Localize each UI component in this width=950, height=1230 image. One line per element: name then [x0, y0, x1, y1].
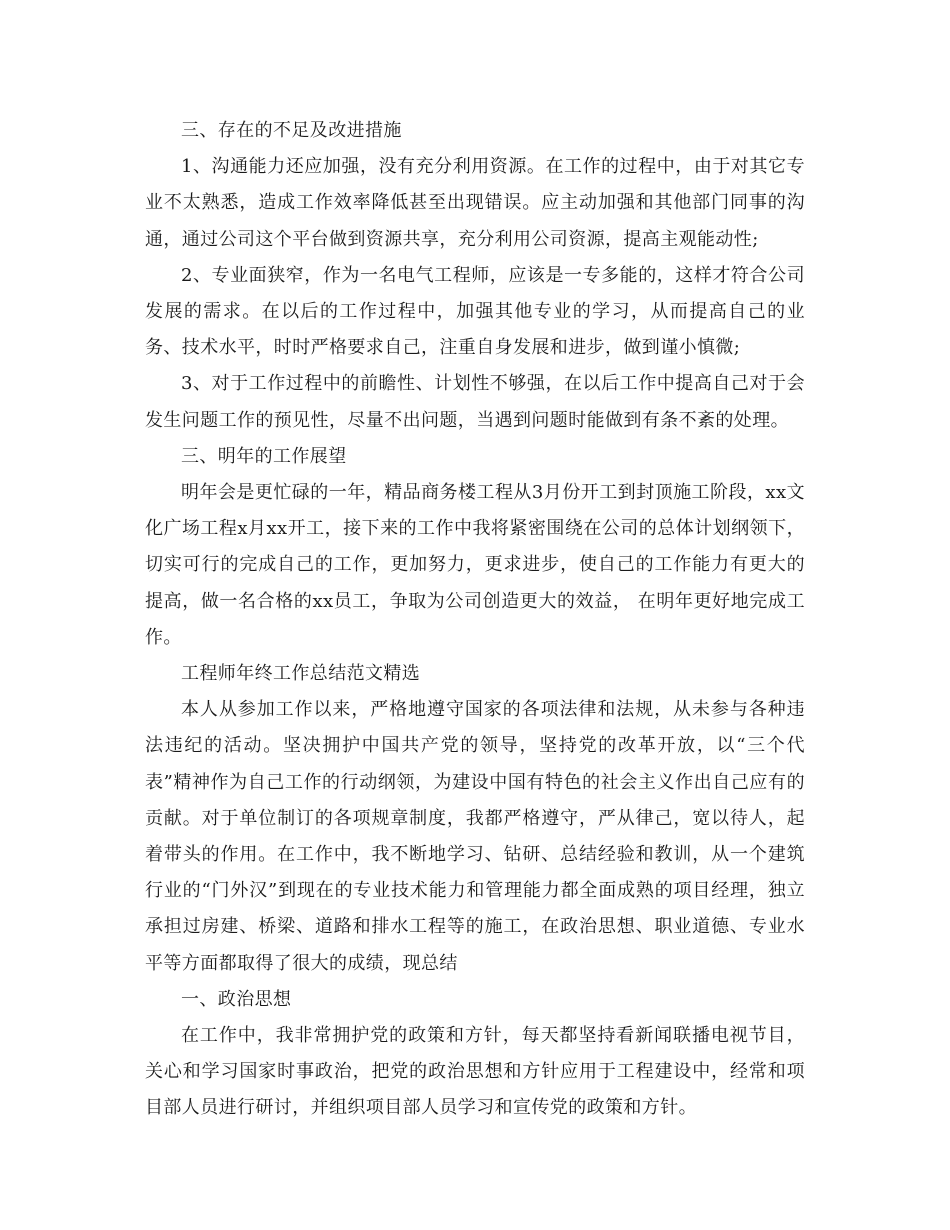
- document-body: [145, 113, 805, 1127]
- paragraph-specialty: 2、专业面狭窄，作为一名电气工程师，应该是一专多能的，这样才符合公司发展的需求。在以后的工作过程中，加强其他专业的学习，从而提高自己的业务、技术水平，时时严格要求自己，注重自身发展和进步，做到谨小慎微;: [145, 264, 805, 359]
- paragraph-politics: 在工作中，我非常拥护党的政策和方针，每天都坚持看新闻联播电视节目，关心和学习国家时事政治，把党的政治思想和方针应用于工程建设中，经常和项目部人员进行研讨，并组织项目部人员学习和宣传党的政策和方针。: [145, 1025, 805, 1119]
- section-heading-politics: 一、政治思想: [181, 988, 292, 1010]
- paragraph-next-year: 明年会是更忙碌的一年，精品商务楼工程从3月份开工到封顶施工阶段，xx文化广场工程x月xx开工，接下来的工作中我将紧密围绕在公司的总体计划纲领下，切实可行的完成自己的工作，更加努力，更求进步，使自己的工作能力有更大的提高，做一名合格的xx员工，争取为公司创造更大的效益， 在明年更好地完成工作。: [145, 482, 805, 648]
- section-heading-outlook: 三、明年的工作展望: [181, 445, 347, 467]
- paragraph-communication: 1、沟通能力还应加强，没有充分利用资源。在工作的过程中，由于对其它专业不太熟悉，造成工作效率降低甚至出现错误。应主动加强和其他部门同事的沟通，通过公司这个平台做到资源共享，充分利用公司资源，提高主观能动性;: [145, 156, 805, 250]
- article-title: 工程师年终工作总结范文精选: [181, 663, 421, 685]
- section-heading-shortcomings: 三、存在的不足及改进措施: [181, 120, 402, 141]
- paragraph-introduction: 本人从参加工作以来，严格地遵守国家的各项法律和法规，从未参与各种违法违纪的活动。坚决拥护中国共产党的领导，坚持党的改革开放，以“三个代表”精神作为自己工作的行动纲领，为建设中国有特色的社会主义作出自己应有的贡献。对于单位制订的各项规章制度，我都严格遵守，严从律己，宽以待人，起着带头的作用。在工作中，我不断地学习、钻研、总结经验和教训，从一个建筑行业的“门外汉”到现在的专业技术能力和管理能力都全面成熟的项目经理，独立承担过房建、桥梁、道路和排水工程等的施工，在政治思想、职业道德、专业水平等方面都取得了很大的成绩，现总结: [145, 699, 805, 974]
- paragraph-foresight: 3、对于工作过程中的前瞻性、计划性不够强，在以后工作中提高自己对于会发生问题工作的预见性，尽量不出问题，当遇到问题时能做到有条不紊的处理。: [145, 373, 805, 431]
